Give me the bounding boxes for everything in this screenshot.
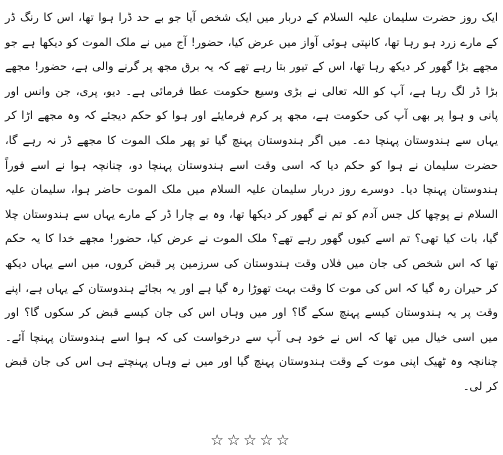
section-divider-stars: ☆☆☆☆☆ xyxy=(210,431,293,449)
story-paragraph: ایک روز حضرت سلیمان علیہ السلام کے دربار میں ایک شخص آیا جو بے حد ڈرا ہوا تھا، اس کا رنگ ڈر کے مارے زرد ہو رہا تھا، کانپتی ہوئی آواز میں عرض کیا، حضور! آج میں نے ملک الموت کو دیکھا ہے جو مجھے بڑا گھور کر دیکھ رہا تھا، اس کے تیور بتا رہے تھے کہ یہ برق مجھ پر گرنے والی ہے، حضور! مجھے بڑا ڈر لگ رہا ہے، آپ کو اللہ تعالی نے بڑی وسیع حکومت عطا فرمائی ہے۔ دیو، پری، جن وانس اور پانی و ہوا پر بھی آپ کی حکومت ہے، مجھ پر کرم فرمایئے اور ہوا کو حکم دیجئے کہ وہ مجھے اڑا کر یہاں سے ہندوستان پہنچا دے۔ میں اگر ہندوستان پہنچ گیا تو پھر ملک الموت کا مجھے ڈر نہ رہے گا، حضرت سلیمان نے ہوا کو حکم دیا کہ اسی وقت اسے ہندوستان پہنچا دو، چنانچہ ہوا نے اسے فوراً ہندوستان پہنچا دیا۔ دوسرے روز دربار سلیمان علیہ السلام میں ملک الموت حاضر ہوا، سلیمان علیہ السلام نے پوچھا کل جس آدم کو تم نے گھور کر دیکھا تھا، وہ بے چارا ڈر کے مارے یہاں سے ہندوستان چلا گیا، بات کیا تھی؟ تم اسے کیوں گھور رہے تھے؟ ملک الموت نے عرض کیا، حضور! مجھے خدا کا یہ حکم تھا کہ اس شخص کی جان میں فلاں وقت ہندوستان کی سرزمین پر قبض کروں، میں اسے یہاں دیکھ کر حیران رہ گیا کہ اس کی موت کا وقت بہت تھوڑا رہ گیا ہے اور یہ بجائے ہندوستان کے یہاں ہے، اپنے وقت پر یہ ہندوستان کیسے پہنچ سکے گا؟ اور میں وہاں اس کی جان کیسے قبض کر سکوں گا؟ اور میں اسی خیال میں تھا کہ اس نے خود ہی آپ سے درخواست کی کہ ہوا اسے ہندوستان پہنچا آئے۔ چنانچہ وہ ٹھیک اپنی موت کے وقت ہندوستان پہنچ گیا اور میں نے وہاں پہنچتے ہی اس کی جان قبض کر لی۔ xyxy=(5,11,498,393)
